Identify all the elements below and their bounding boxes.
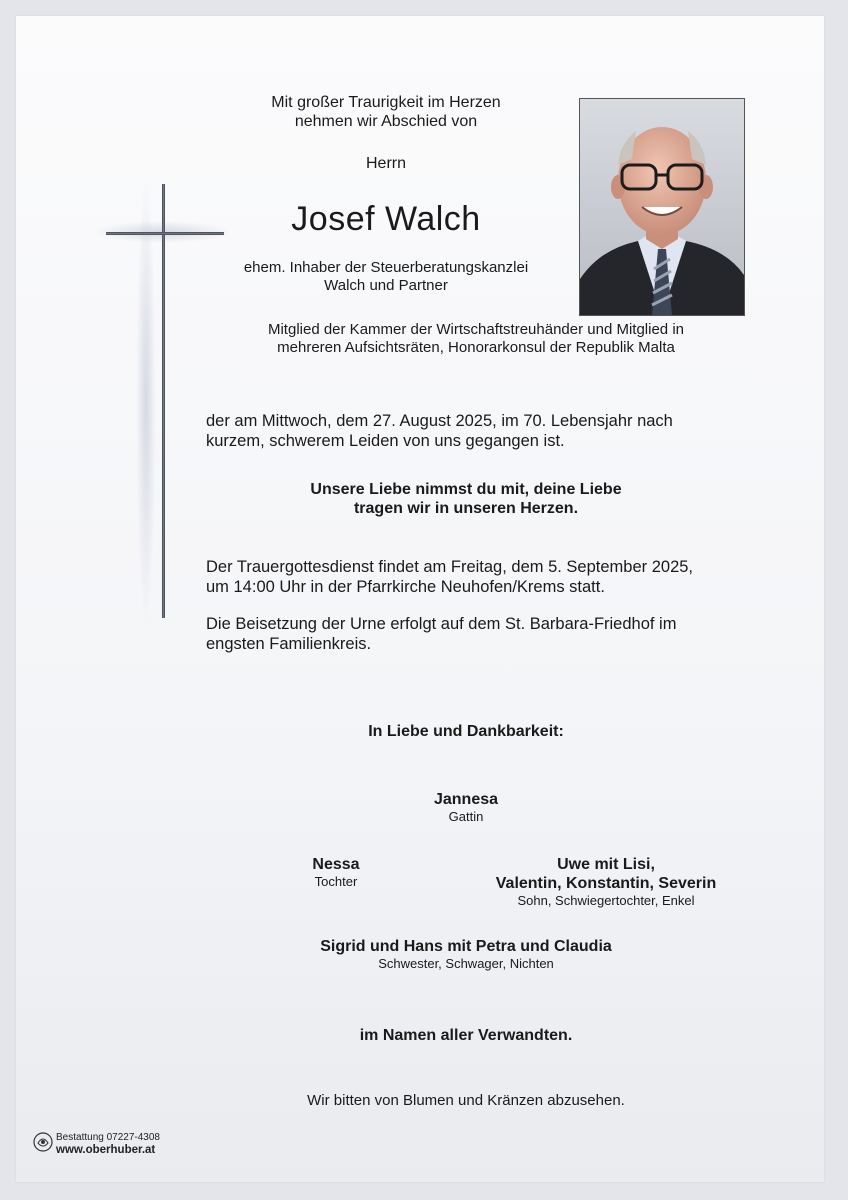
funeral-home-website[interactable]: www.oberhuber.at [56,1144,156,1156]
quote [246,480,686,518]
cross-beam [106,232,224,235]
funeral-home-logo-icon [32,1131,54,1158]
mourner-name-line-1: Uwe mit Lisi, [557,856,655,873]
mourner-name-line-2: Valentin, Konstantin, Severin [495,875,717,892]
deceased-memberships [206,321,746,357]
portrait-image [580,99,744,315]
relatives-line: im Namen aller Verwandten. [359,1027,573,1044]
mourner-uwe [456,855,756,909]
deceased-portrait [579,98,745,316]
mourner-jannesa [366,790,566,825]
funeral-home-phone: Bestattung 07227-4308 [56,1132,160,1143]
cross-glow [136,176,156,628]
mourner-relation: Schwester, Schwager, Nichten [378,956,554,971]
parte-page [16,16,824,1182]
burial-info [206,614,726,654]
mourner-relation: Tochter [314,874,358,889]
quote-line-2: tragen wir in unseren Herzen. [353,500,579,517]
mourner-name: Nessa [312,856,360,873]
service-line-2: um 14:00 Uhr in der Pfarrkirche Neuhofen/Krems statt. [206,578,605,596]
gratitude-heading: In Liebe und Dankbarkeit: [368,723,564,740]
intro-line-1: Mit großer Traurigkeit im Herzen [271,94,501,111]
burial-line-2: engsten Familienkreis. [206,635,372,653]
service-info [206,557,726,597]
deceased-name: Josef Walch [291,200,481,238]
quote-line-1: Unsere Liebe nimmst du mit, deine Liebe [310,481,622,498]
death-notice [206,411,726,451]
member-line-2: mehreren Aufsichtsräten, Honorarkonsul der Republik Malta [277,339,675,356]
role-line-1: ehem. Inhaber der Steuerberatungskanzlei [243,259,529,276]
member-line-1: Mitglied der Kammer der Wirtschaftstreuhänder und Mitglied in [267,321,684,338]
intro-line-2: nehmen wir Abschied von [294,113,478,130]
mourner-name: Jannesa [433,791,499,808]
role-line-2: Walch und Partner [324,277,448,294]
mourner-nessa [236,855,436,890]
cross-icon [162,184,165,618]
mourner-relation: Gattin [448,809,484,824]
mourner-sigrid [266,937,666,972]
intro [206,93,566,131]
mourner-name: Sigrid und Hans mit Petra und Claudia [320,938,612,955]
mourner-relation: Sohn, Schwiegertochter, Enkel [517,893,695,908]
death-line-1: der am Mittwoch, dem 27. August 2025, im 70. Lebensjahr nach [206,412,673,430]
death-line-2: kurzem, schwerem Leiden von uns gegangen ist. [206,432,565,450]
service-line-1: Der Trauergottesdienst findet am Freitag, dem 5. September 2025, [206,558,694,576]
burial-line-1: Die Beisetzung der Urne erfolgt auf dem St. Barbara-Friedhof im [206,615,677,633]
funeral-home-info [56,1131,160,1157]
flower-request: Wir bitten von Blumen und Kränzen abzusehen. [307,1092,625,1109]
salutation: Herrn [365,155,406,172]
deceased-role [186,259,586,295]
